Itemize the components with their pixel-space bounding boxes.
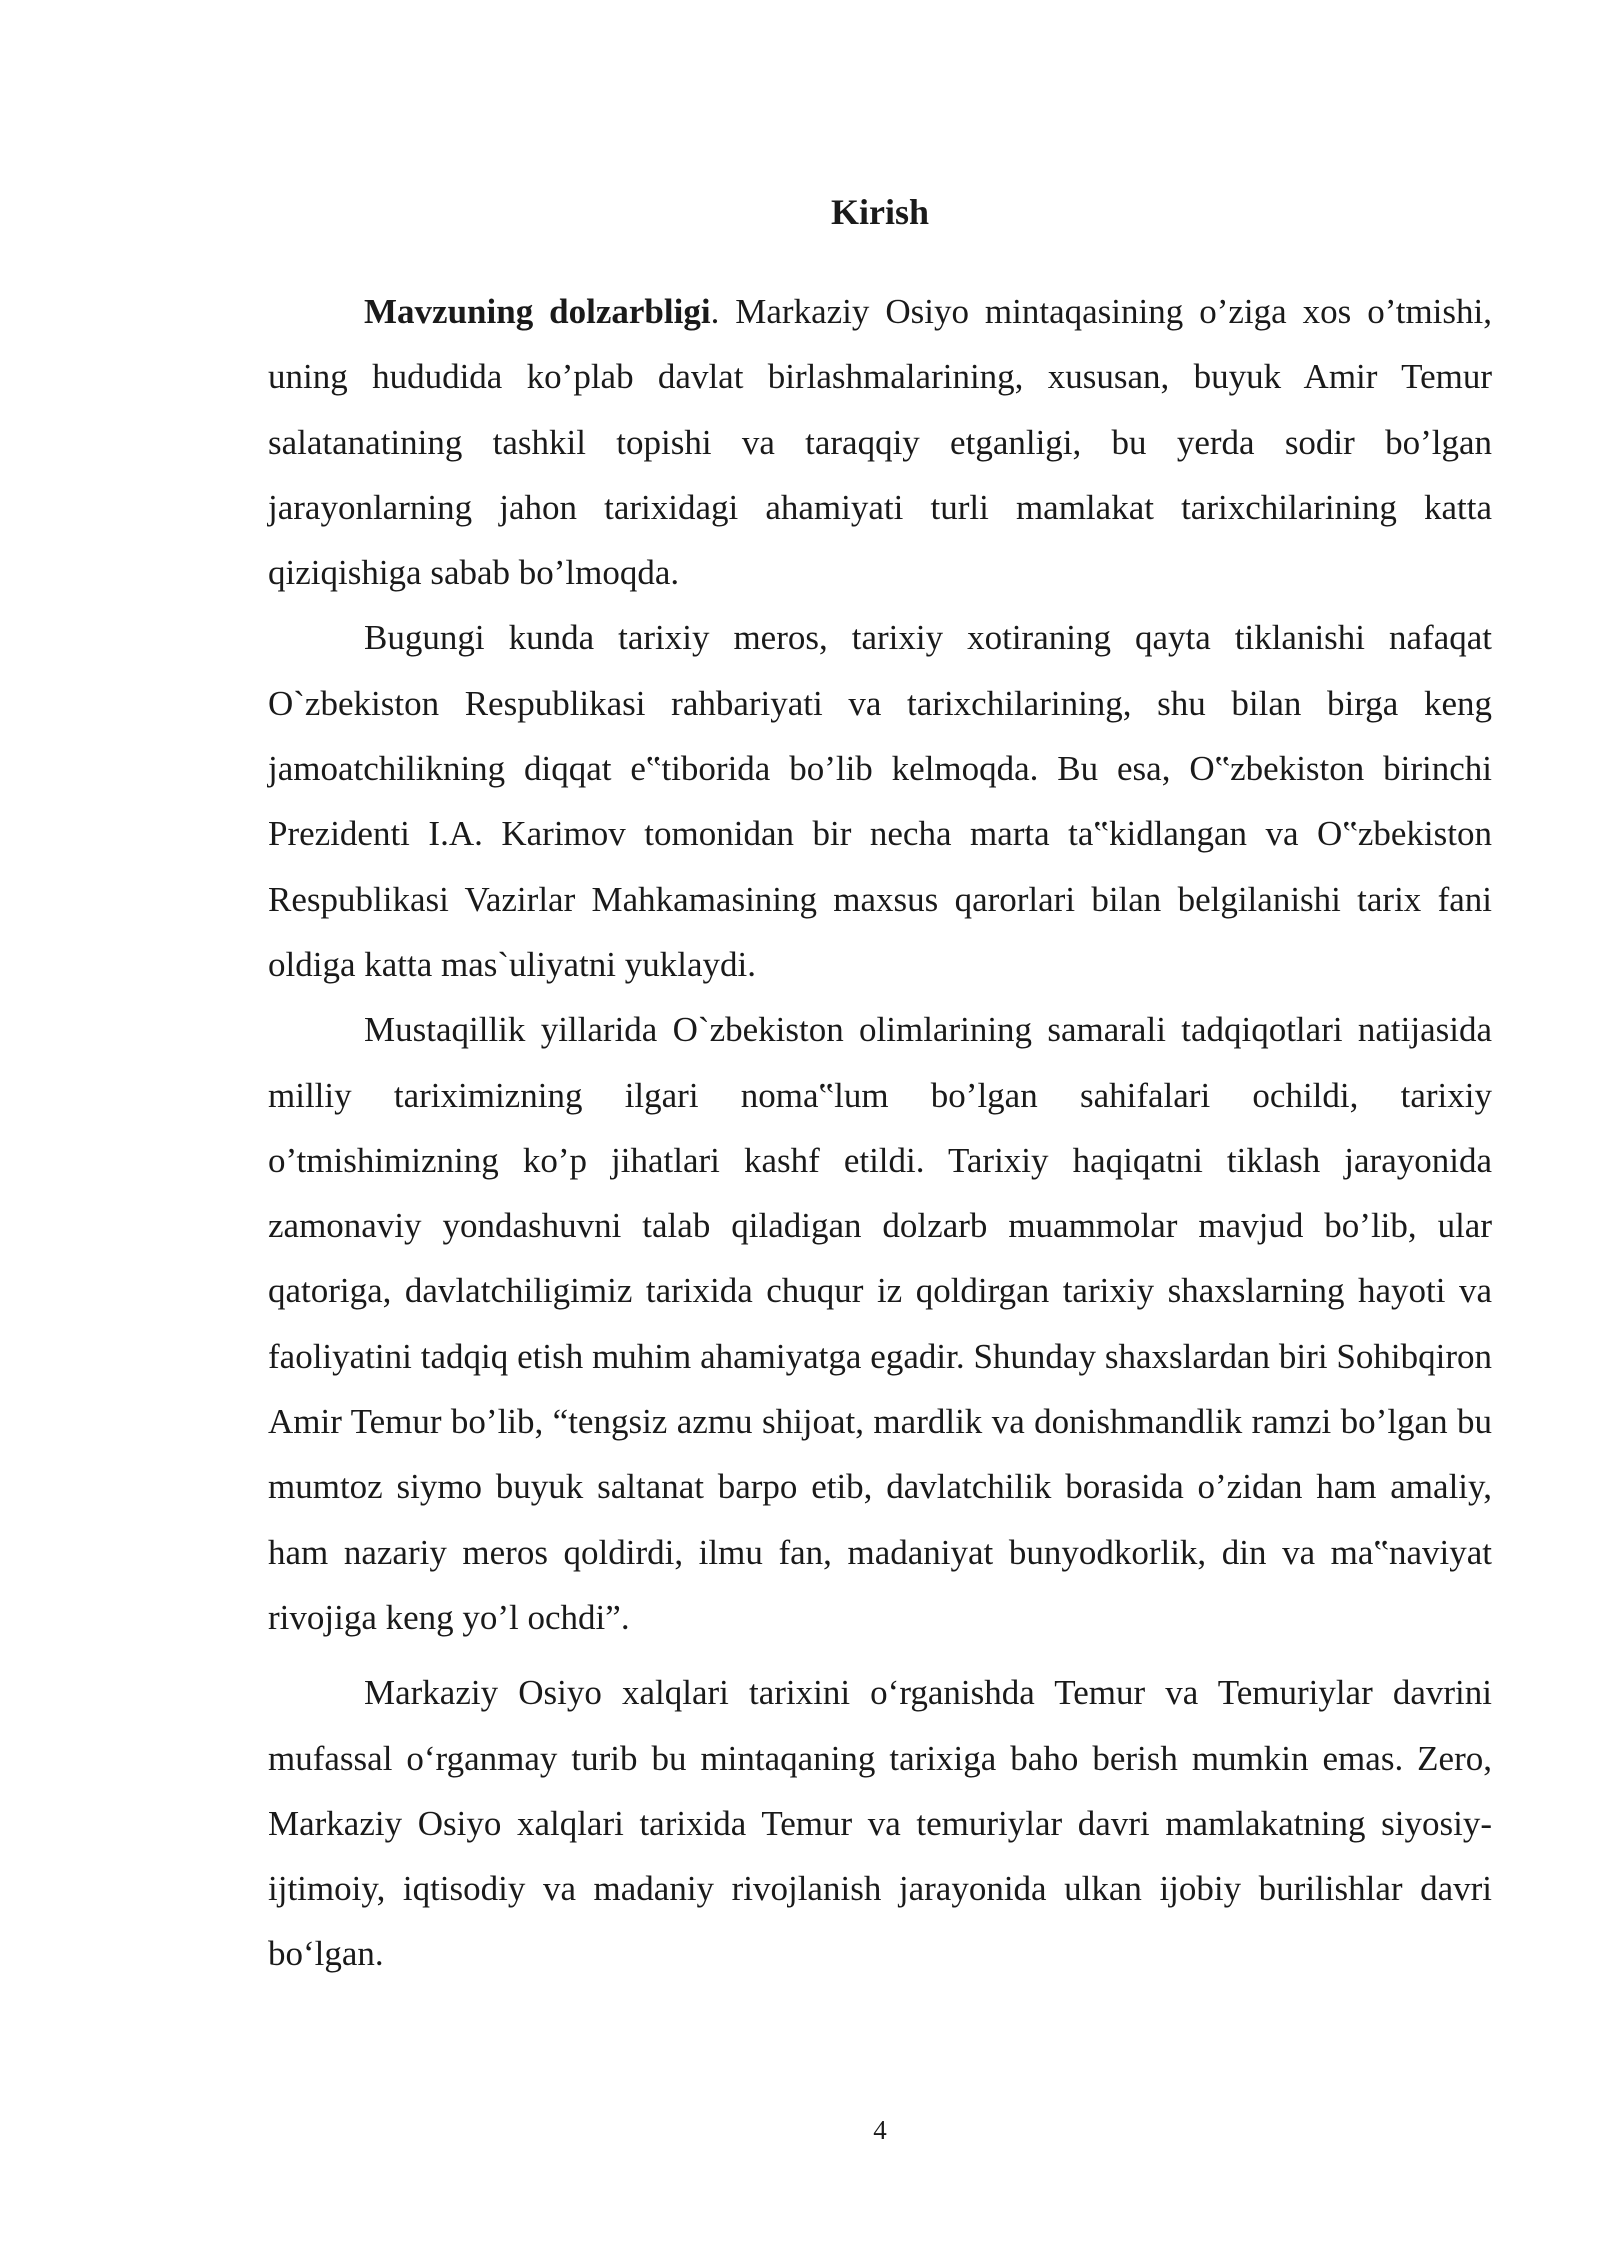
paragraph-lead: Mavzuning dolzarbligi (364, 292, 711, 331)
page-number: 4 (873, 2115, 887, 2145)
paragraph-text: Markaziy Osiyo mintaqasining o’ziga xos o’tmishi, uning hududida ko’plab davlat birlashmalarining, xususan, buyuk Amir Temur salatanatining tashkil topishi va taraqqiy etganligi, bu yerda sodir bo’lgan jarayonlarning jahon tarixidagi ahamiyati turli mamlakat tarixchilarining katta qiziqishiga sabab bo’lmoqda. (268, 292, 1492, 593)
paragraph-independence: Mustaqillik yillarida O`zbekiston olimlarining samarali tadqiqotlari natijasida milliy tariximizning ilgari noma‟lum bo’lgan sahifalari ochildi, tarixiy o’tmishimizning ko’p jihatlari kashf etildi. Tarixiy haqiqatni tiklash jarayonida zamonaviy yondashuvni talab qiladigan dolzarb muammolar mavjud bo’lib, ular qatoriga, davlatchiligimiz tarixida chuqur iz qoldirgan tarixiy shaxslarning hayoti va faoliyatini tadqiq etish muhim ahamiyatga egadir. Shunday shaxslardan biri Sohibqiron Amir Temur bo’lib, “tengsiz azmu shijoat, mardlik va donishmandlik ramzi bo’lgan bu mumtoz siymo buyuk saltanat barpo etib, davlatchilik borasida o’zidan ham amaliy, ham nazariy meros qoldirdi, ilmu fan, madaniyat bunyodkorlik, din va ma‟naviyat rivojiga keng yo’l ochdi”. (268, 1010, 1492, 1637)
paragraph-lead-punct: . (710, 292, 720, 331)
section-title: Kirish (830, 192, 929, 232)
paragraph-central-asia: Markaziy Osiyo xalqlari tarixini o‘rganishda Temur va Temuriylar davrini mufassal o‘rganmay turib bu mintaqaning tarixiga baho berish mumkin emas. Zero, Markaziy Osiyo xalqlari tarixida Temur va temuriylar davri mamlakatning siyosiy-ijtimoiy, iqtisodiy va madaniy rivojlanish jarayonida ulkan ijobiy burilishlar davri bo‘lgan. (268, 1673, 1492, 1974)
paragraph-relevance (268, 279, 1492, 605)
body-text (268, 279, 1492, 1987)
paragraph-heritage: Bugungi kunda tarixiy meros, tarixiy xotiraning qayta tiklanishi nafaqat O`zbekiston Respublikasi rahbariyati va tarixchilarining, shu bilan birga keng jamoatchilikning diqqat e‟tiborida bo’lib kelmoqda. Bu esa, O‟zbekiston birinchi Prezidenti I.A. Karimov tomonidan bir necha marta ta‟kidlangan va O‟zbekiston Respublikasi Vazirlar Mahkamasining maxsus qarorlari bilan belgilanishi tarix fani oldiga katta mas`uliyatni yuklaydi. (268, 618, 1492, 984)
